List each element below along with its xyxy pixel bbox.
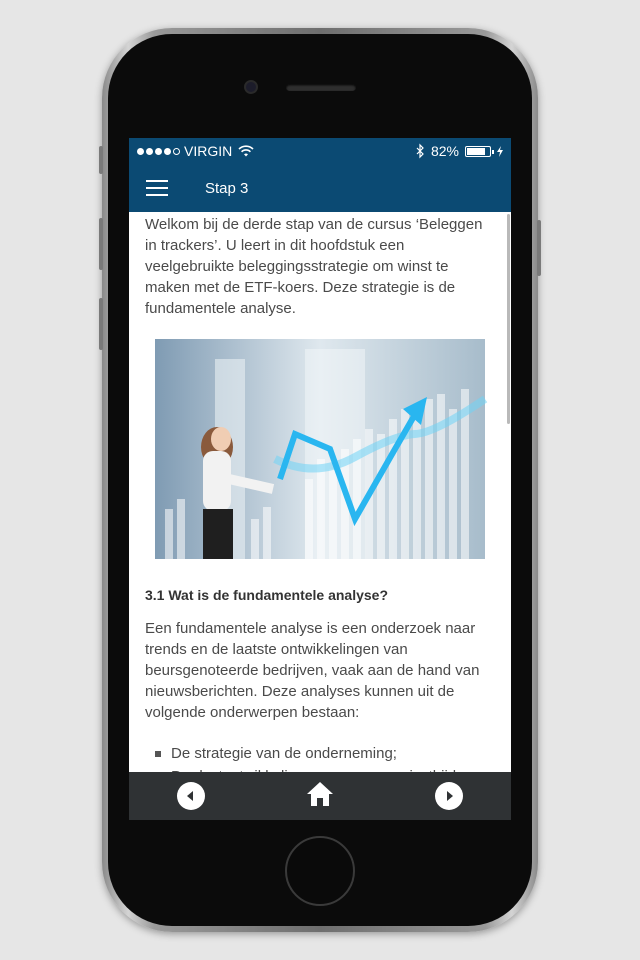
wifi-icon <box>238 145 254 157</box>
carrier-name: VIRGIN <box>184 143 233 159</box>
next-button[interactable] <box>435 782 463 810</box>
hamburger-menu-icon[interactable] <box>129 164 185 212</box>
home-icon <box>306 781 334 807</box>
status-bar <box>129 138 511 164</box>
content-scroll-area[interactable] <box>129 212 511 772</box>
intro-paragraph: Welkom bij de derde stap van de cursus ‘Beleggen in trackers’. U leert in dit hoofdstuk een veelgebruikte beleggingsstrategie om winst te maken met de ETF-koers. Deze strategie is de fundamentele analyse. <box>145 216 483 317</box>
stock-growth-illustration <box>155 339 485 559</box>
app-screen <box>129 138 511 820</box>
battery-percentage: 82% <box>430 143 459 159</box>
previous-button[interactable] <box>177 782 205 810</box>
mute-switch <box>99 146 103 174</box>
section-heading: 3.1 Wat is de fundamentele analyse? <box>145 587 389 603</box>
chevron-right-icon <box>443 790 455 802</box>
list-item: De strategie van de onderneming; <box>171 743 495 764</box>
section-paragraph: Een fundamentele analyse is een onderzoek naar trends en de laatste ontwikkelingen van beursgenoteerde bedrijven, vaak aan de hand van nieuwsberichten. Deze analyses kunnen uit de volgende onderwerpen bestaan: <box>145 620 480 721</box>
hero-image <box>155 339 485 559</box>
bluetooth-icon <box>416 144 425 158</box>
power-button <box>537 220 541 276</box>
volume-up-button <box>99 218 103 270</box>
front-camera <box>244 80 258 94</box>
home-nav-button[interactable] <box>306 781 334 812</box>
signal-strength-icon <box>137 148 180 155</box>
page-title: Stap 3 <box>205 179 249 197</box>
home-button[interactable] <box>285 836 355 906</box>
app-bar <box>129 164 511 212</box>
bottom-navigation <box>129 772 511 820</box>
battery-icon <box>465 146 491 157</box>
charging-icon <box>497 146 503 157</box>
chevron-left-icon <box>185 790 197 802</box>
scrollbar[interactable] <box>507 214 510 424</box>
earpiece-speaker <box>286 84 356 91</box>
volume-down-button <box>99 298 103 350</box>
